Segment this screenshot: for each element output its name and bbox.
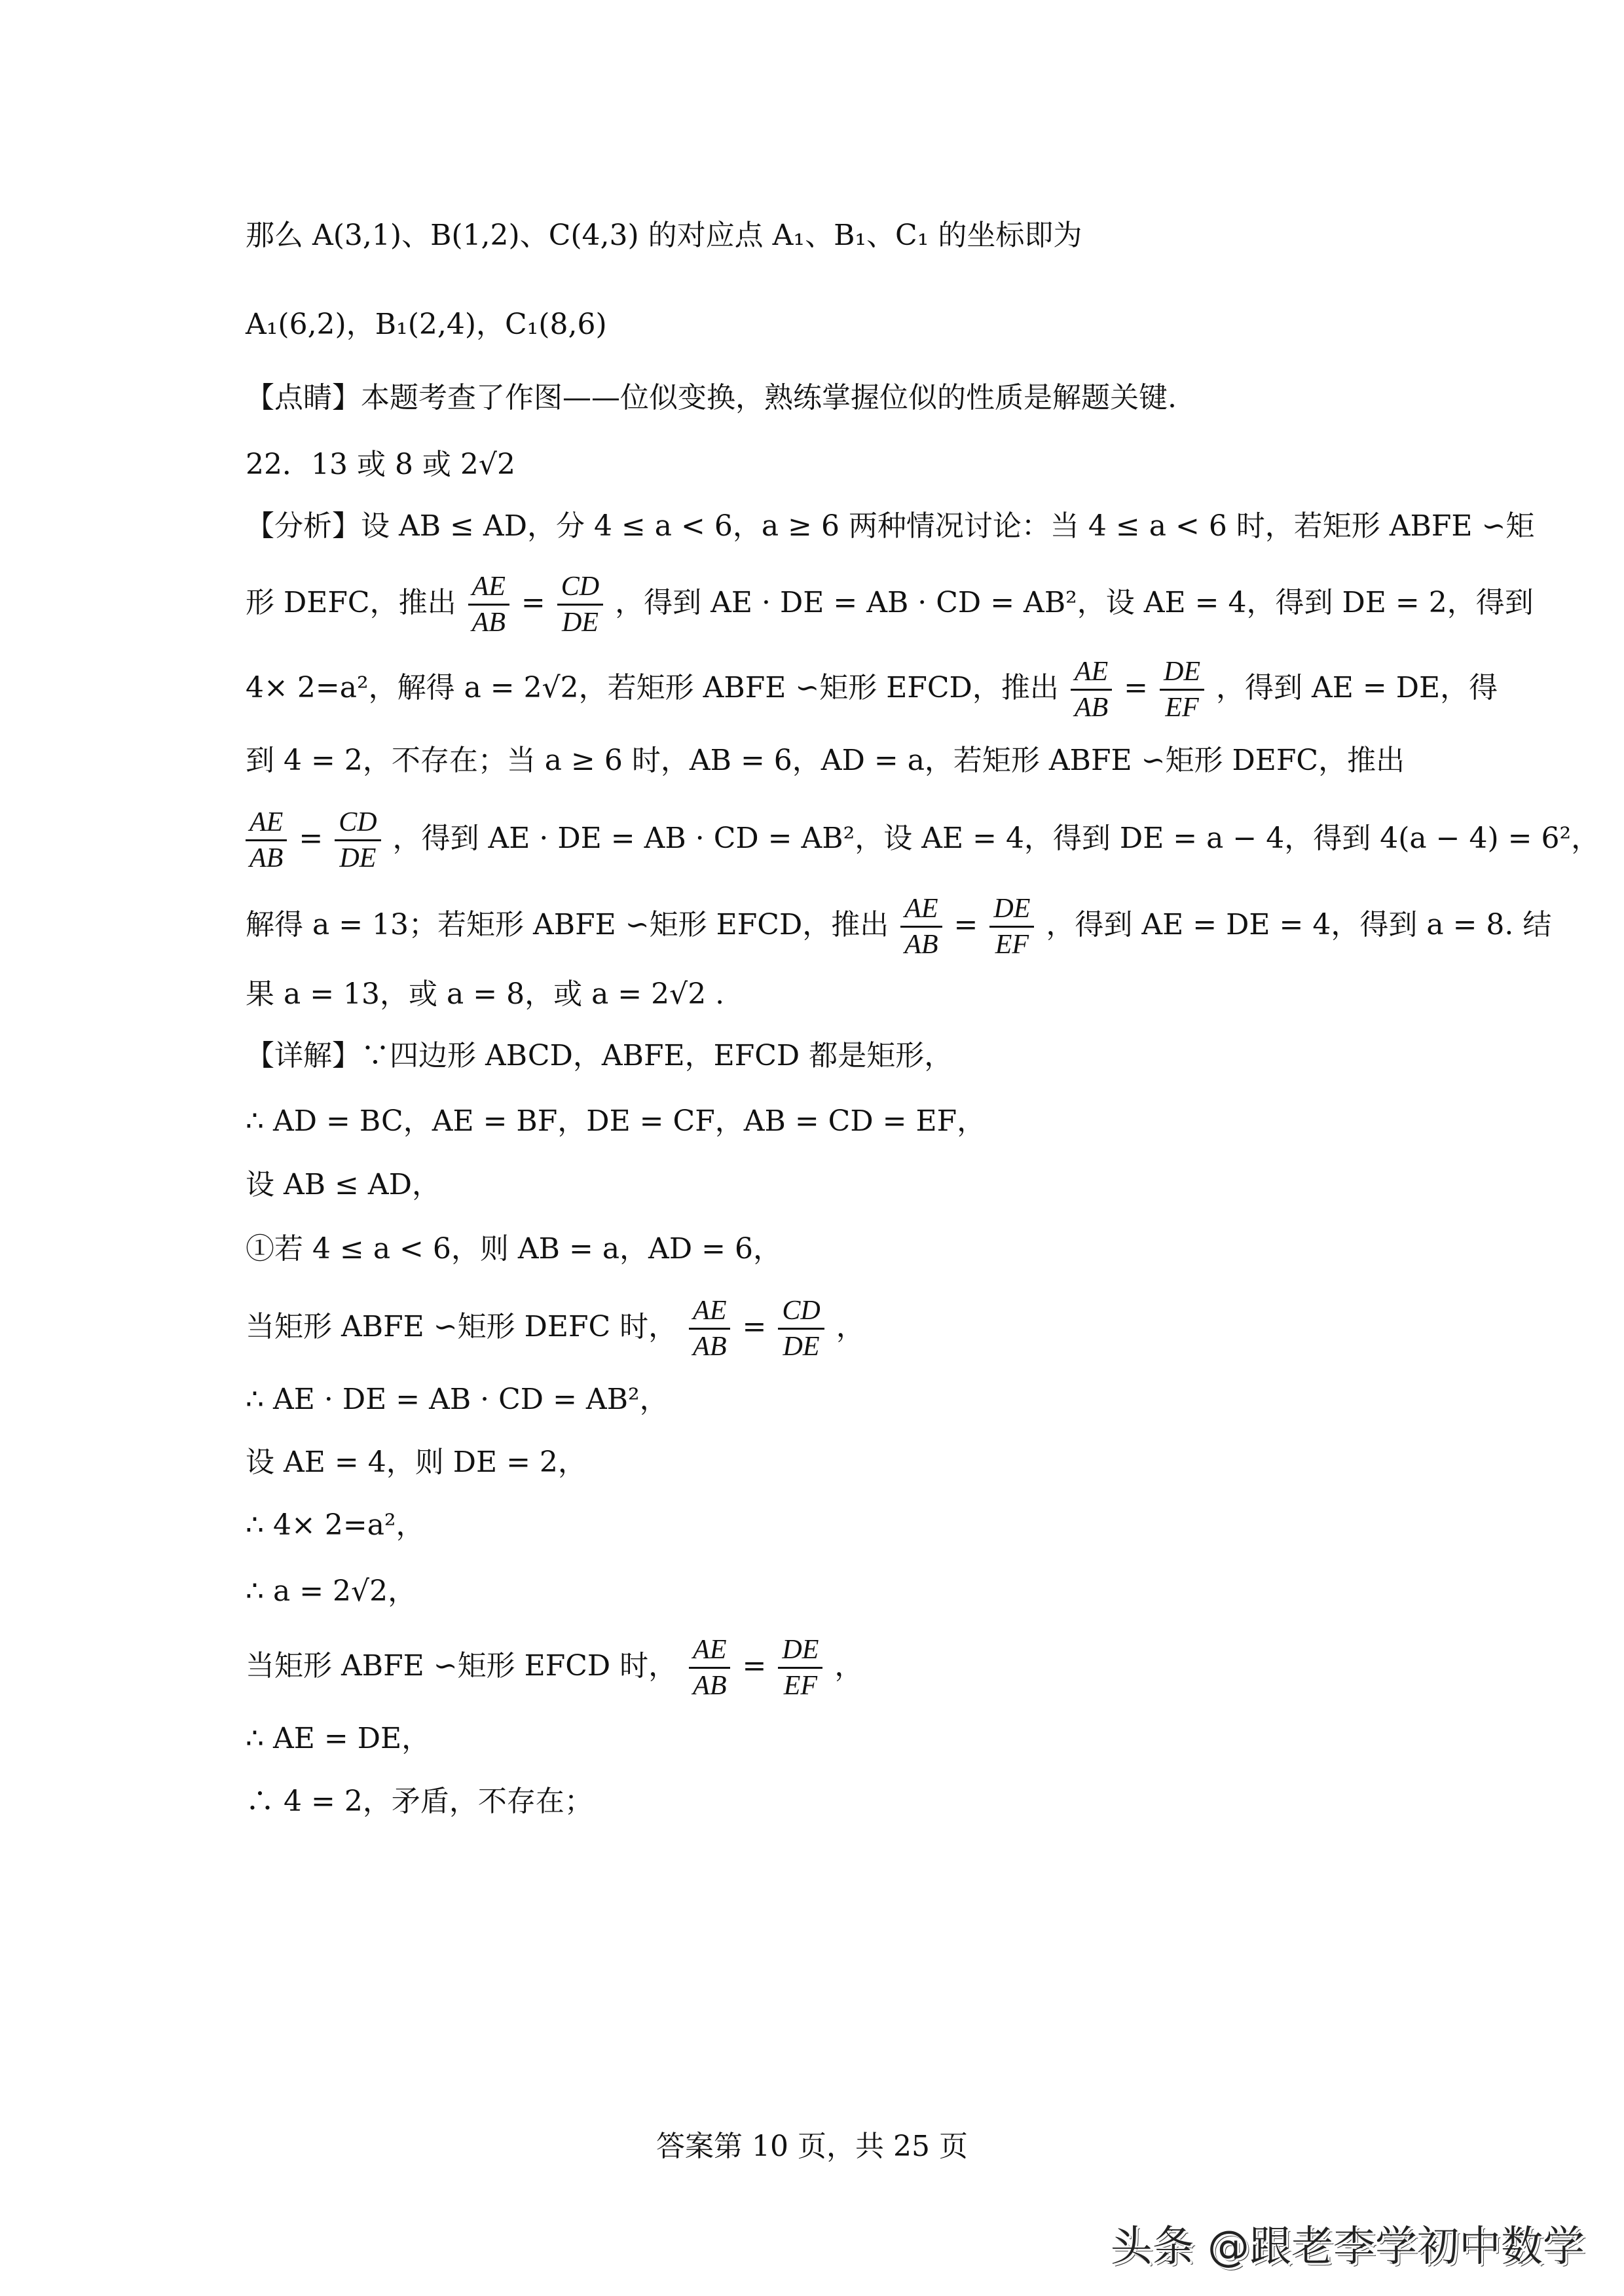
text-segment: ，得到 AE · DE = AB · CD = AB²，设 AE = 4，得到 DE = 2，得到 — [615, 586, 1534, 619]
detail-line: 【详解】∵四边形 ABCD，ABFE，EFCD 都是矩形， — [246, 1039, 953, 1072]
denominator: AB — [693, 1332, 727, 1362]
text-line: 那么 A(3,1)、B(1,2)、C(4,3) 的对应点 A₁、B₁、C₁ 的坐标即为 — [246, 219, 1082, 252]
text-segment: 当矩形 ABFE ∽矩形 EFCD 时， — [246, 1649, 678, 1683]
numerator: AE — [900, 892, 942, 928]
numerator: DE — [778, 1633, 822, 1669]
text-segment: ， — [834, 1649, 864, 1683]
text-segment: 4× 2=a²，解得 a = 2√2，若矩形 ABFE ∽矩形 EFCD，推出 — [246, 671, 1059, 704]
fraction-ae-ab — [246, 805, 287, 875]
text-line: A₁(6,2)，B₁(2,4)，C₁(8,6) — [246, 308, 607, 341]
numerator: DE — [989, 892, 1034, 928]
analysis-line — [246, 570, 1534, 640]
denominator: AB — [904, 930, 938, 960]
equals: = — [299, 822, 323, 855]
analysis-line — [246, 805, 1600, 875]
detail-line — [246, 1294, 865, 1364]
equals: = — [742, 1310, 767, 1343]
fraction-de-ef — [778, 1633, 822, 1703]
denominator: AB — [249, 843, 284, 873]
fraction-ae-ab — [689, 1633, 730, 1703]
analysis-line — [246, 892, 1551, 962]
equals: = — [1124, 671, 1149, 704]
watermark: 头条 @跟老李学初中数学 — [1110, 2223, 1585, 2271]
denominator: DE — [561, 608, 599, 638]
detail-line: ∴ 4× 2=a²， — [246, 1508, 425, 1542]
detail-line — [246, 1633, 863, 1703]
detail-line: ∴ AD = BC，AE = BF，DE = CF，AB = CD = EF， — [246, 1104, 986, 1138]
detail-line: ∴ AE = DE， — [246, 1722, 431, 1755]
numerator: CD — [557, 570, 603, 606]
equals: = — [742, 1649, 767, 1683]
fraction-ae-ab — [900, 892, 942, 962]
text-segment: ，得到 AE = DE，得 — [1216, 671, 1498, 704]
analysis-line: 【分析】设 AB ≤ AD，分 4 ≤ a < 6，a ≥ 6 两种情况讨论：当 4 ≤ a < 6 时，若矩形 ABFE ∽矩 — [246, 509, 1535, 543]
dianjing-comment: 【点睛】本题考查了作图——位似变换，熟练掌握位似的性质是解题关键. — [246, 381, 1177, 414]
numerator: AE — [689, 1633, 730, 1669]
denominator: EF — [995, 930, 1029, 960]
text-segment: 解得 a = 13；若矩形 ABFE ∽矩形 EFCD，推出 — [246, 908, 889, 941]
detail-line: ∴ 4 = 2，矛盾，不存在； — [246, 1785, 593, 1818]
fraction-ae-ab — [468, 570, 509, 640]
denominator: AB — [471, 608, 506, 638]
equals: = — [953, 908, 978, 941]
denominator: EF — [1165, 693, 1199, 723]
denominator: AB — [1074, 693, 1109, 723]
text-segment: ，得到 AE = DE = 4，得到 a = 8. 结 — [1046, 908, 1552, 941]
page-footer: 答案第 10 页，共 25 页 — [656, 2130, 968, 2163]
numerator: AE — [689, 1294, 730, 1330]
denominator: EF — [783, 1671, 818, 1701]
fraction-cd-de — [778, 1294, 824, 1364]
fraction-ae-ab — [1071, 655, 1112, 725]
detail-line: 设 AE = 4，则 DE = 2， — [246, 1446, 587, 1479]
numerator: AE — [246, 805, 287, 841]
text-segment: ，得到 AE · DE = AB · CD = AB²，设 AE = 4，得到 DE = a − 4，得到 4(a − 4) = 6²， — [392, 822, 1600, 855]
analysis-conclusion: 果 a = 13，或 a = 8，或 a = 2√2 . — [246, 977, 725, 1011]
analysis-line — [246, 655, 1498, 725]
denominator: DE — [783, 1332, 820, 1362]
text-segment: ， — [836, 1310, 865, 1343]
question-22-answer: 22．13 或 8 或 2√2 — [246, 448, 515, 481]
fraction-de-ef — [1160, 655, 1204, 725]
detail-line: ①若 4 ≤ a < 6，则 AB = a，AD = 6， — [246, 1232, 782, 1266]
detail-line: ∴ AE · DE = AB · CD = AB²， — [246, 1383, 669, 1416]
fraction-cd-de — [335, 805, 380, 875]
numerator: DE — [1160, 655, 1204, 691]
numerator: AE — [468, 570, 509, 606]
equals: = — [521, 586, 545, 619]
fraction-ae-ab — [689, 1294, 730, 1364]
fraction-cd-de — [557, 570, 603, 640]
denominator: AB — [693, 1671, 727, 1701]
numerator: CD — [335, 805, 380, 841]
analysis-line: 到 4 = 2，不存在；当 a ≥ 6 时，AB = 6，AD = a，若矩形 ABFE ∽矩形 DEFC，推出 — [246, 744, 1405, 777]
numerator: AE — [1071, 655, 1112, 691]
text-segment: 当矩形 ABFE ∽矩形 DEFC 时， — [246, 1310, 678, 1343]
numerator: CD — [778, 1294, 824, 1330]
denominator: DE — [339, 843, 377, 873]
fraction-de-ef — [989, 892, 1034, 962]
text-segment: 形 DEFC，推出 — [246, 586, 456, 619]
detail-line: 设 AB ≤ AD， — [246, 1168, 441, 1201]
detail-line: ∴ a = 2√2， — [246, 1575, 417, 1608]
